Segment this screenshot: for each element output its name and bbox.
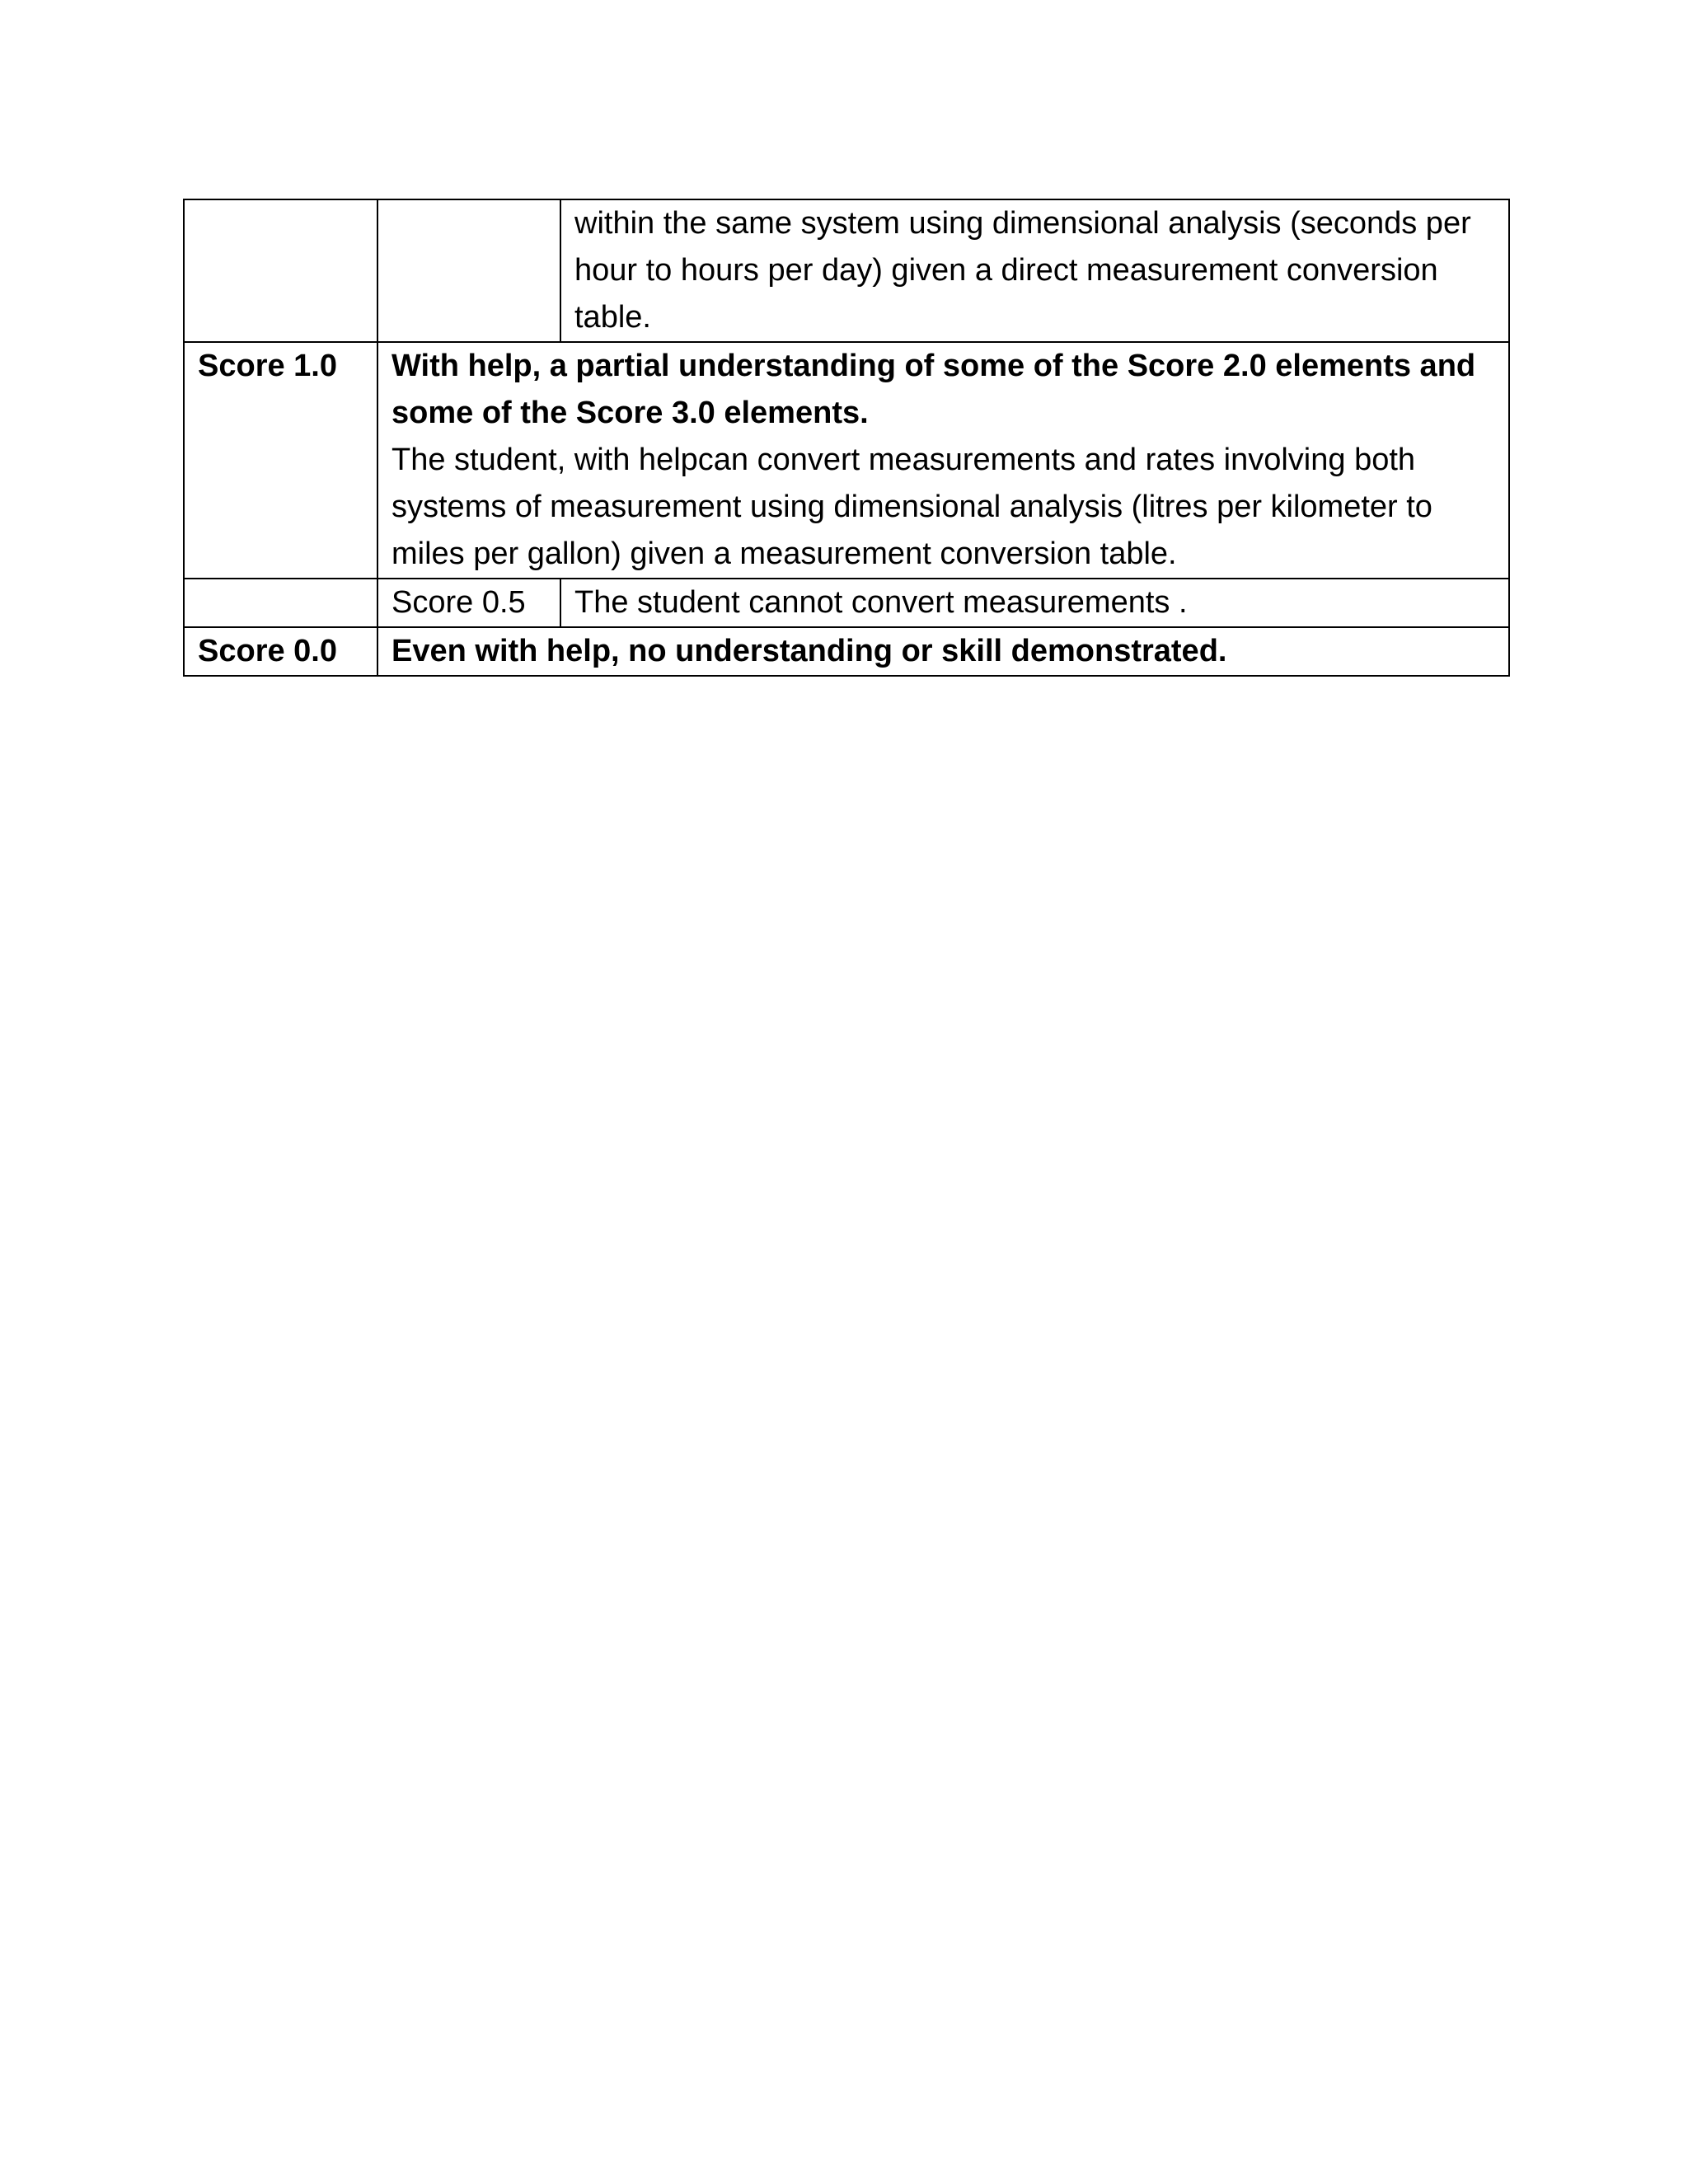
description-cell: within the same system using dimensional analysis (seconds per hour to hours per day) given a direct measurement conversion table. <box>560 199 1509 342</box>
description-cell <box>377 342 1509 579</box>
score-heading: Even with help, no understanding or skill demonstrated. <box>377 627 1509 676</box>
subscore-cell: Score 0.5 <box>377 579 560 627</box>
subscore-cell <box>377 199 560 342</box>
score-cell: Score 0.0 <box>184 627 377 676</box>
table-row <box>184 199 1509 342</box>
score-cell <box>184 199 377 342</box>
description-cell: The student cannot convert measurements . <box>560 579 1509 627</box>
score-cell: Score 1.0 <box>184 342 377 579</box>
score-heading: With help, a partial understanding of some of the Score 2.0 elements and some of the Score 3.0 elements. <box>392 349 1476 430</box>
table-row <box>184 579 1509 627</box>
score-cell <box>184 579 377 627</box>
score-description: The student, with helpcan convert measurements and rates involving both systems of measurement using dimensional analysis (litres per kilometer to miles per gallon) given a measurement conversion table. <box>392 443 1432 571</box>
scoring-rubric-table <box>183 199 1510 677</box>
table-row <box>184 342 1509 579</box>
table-row <box>184 627 1509 676</box>
